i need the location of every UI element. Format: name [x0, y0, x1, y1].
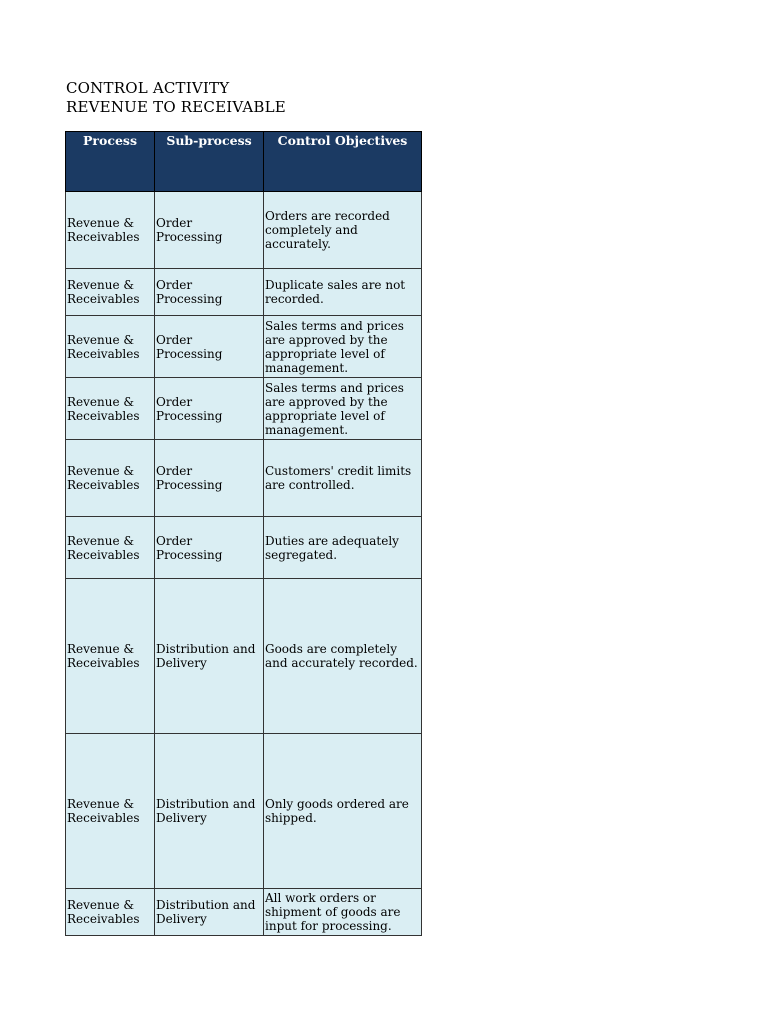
cell-objective: Customers' credit limits are controlled.: [264, 440, 422, 517]
table-row: [66, 517, 422, 579]
document-title: [66, 79, 286, 117]
cell-subprocess: Distribution and Delivery: [155, 734, 264, 889]
cell-subprocess: Order Processing: [155, 192, 264, 269]
cell-process: Revenue & Receivables: [66, 517, 155, 579]
cell-objective: Sales terms and prices are approved by the appropriate level of management.: [264, 378, 422, 440]
table-row: [66, 734, 422, 889]
table-row: [66, 192, 422, 269]
cell-process: Revenue & Receivables: [66, 192, 155, 269]
cell-subprocess: Order Processing: [155, 517, 264, 579]
cell-objective: Only goods ordered are shipped.: [264, 734, 422, 889]
cell-objective: Goods are completely and accurately recorded.: [264, 579, 422, 734]
cell-subprocess: Distribution and Delivery: [155, 579, 264, 734]
cell-subprocess: Distribution and Delivery: [155, 889, 264, 936]
control-activity-table: [65, 131, 422, 936]
cell-objective: Sales terms and prices are approved by the appropriate level of management.: [264, 316, 422, 378]
cell-objective: Duties are adequately segregated.: [264, 517, 422, 579]
cell-process: Revenue & Receivables: [66, 734, 155, 889]
header-subprocess: Sub-process: [155, 132, 264, 192]
cell-subprocess: Order Processing: [155, 316, 264, 378]
cell-process: Revenue & Receivables: [66, 579, 155, 734]
header-process: Process: [66, 132, 155, 192]
cell-objective: Orders are recorded completely and accurately.: [264, 192, 422, 269]
header-control-objectives: Control Objectives: [264, 132, 422, 192]
table-row: [66, 579, 422, 734]
cell-process: Revenue & Receivables: [66, 440, 155, 517]
cell-subprocess: Order Processing: [155, 440, 264, 517]
cell-objective: All work orders or shipment of goods are input for processing.: [264, 889, 422, 936]
table-row: [66, 378, 422, 440]
table-row: [66, 889, 422, 936]
table-header-row: [66, 132, 422, 192]
cell-process: Revenue & Receivables: [66, 269, 155, 316]
cell-subprocess: Order Processing: [155, 269, 264, 316]
table-row: [66, 269, 422, 316]
cell-process: Revenue & Receivables: [66, 889, 155, 936]
title-line-control-activity: CONTROL ACTIVITY: [66, 79, 230, 97]
cell-process: Revenue & Receivables: [66, 378, 155, 440]
title-line-revenue-to-receivable: REVENUE TO RECEIVABLE: [66, 98, 286, 116]
cell-process: Revenue & Receivables: [66, 316, 155, 378]
table-row: [66, 440, 422, 517]
cell-subprocess: Order Processing: [155, 378, 264, 440]
cell-objective: Duplicate sales are not recorded.: [264, 269, 422, 316]
table-row: [66, 316, 422, 378]
